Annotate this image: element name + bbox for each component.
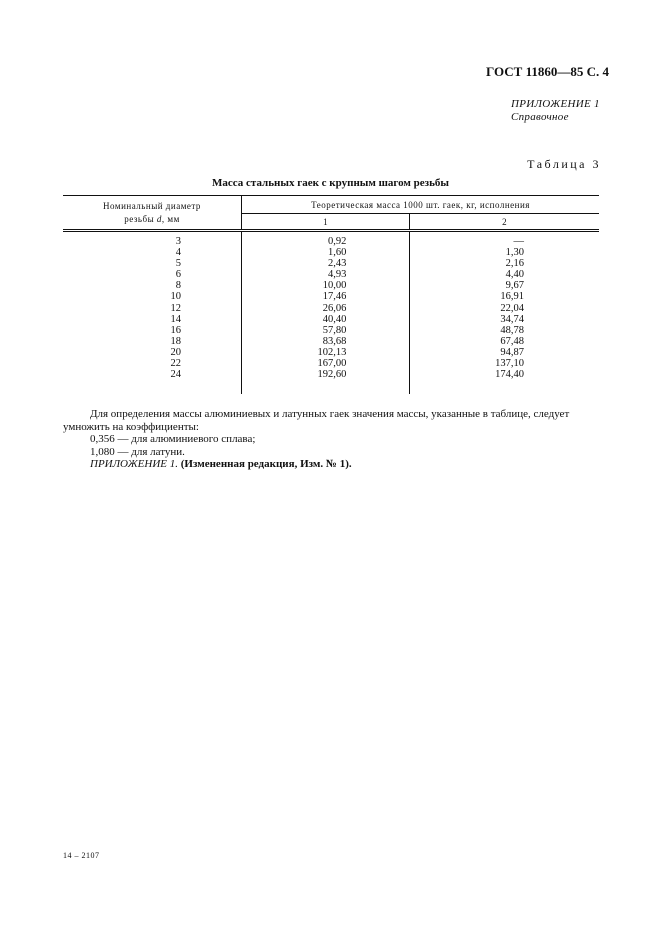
col-header-diameter <box>63 196 242 231</box>
cell-mass-variant-1: 57,80 <box>242 325 410 336</box>
cell-mass-variant-1: 26,06 <box>242 303 410 314</box>
appendix-block <box>511 98 600 124</box>
col-header-diameter-prefix: резьбы <box>124 213 157 224</box>
mass-table <box>63 195 599 394</box>
note-aluminium: 0,356 — для алюминиевого сплава; <box>90 433 256 445</box>
cell-diameter: 10 <box>63 291 242 302</box>
cell-mass-variant-2: 137,10 <box>495 358 524 370</box>
col-header-diameter-line2 <box>63 213 241 226</box>
note-amendment <box>63 458 603 471</box>
table-row <box>63 247 599 258</box>
cell-mass-variant-2: 2,16 <box>505 258 524 270</box>
table-row <box>63 314 599 325</box>
col-header-diameter-var: d <box>156 213 162 224</box>
table-row <box>63 369 599 394</box>
cell-mass-variant-1: 102,13 <box>242 347 410 358</box>
cell-diameter: 24 <box>63 369 242 394</box>
cell-mass-variant-1: 192,60 <box>242 369 410 394</box>
table-row <box>63 258 599 269</box>
cell-mass-variant-1: 1,60 <box>242 247 410 258</box>
note-paragraph: Для определения массы алюминиевых и латунных гаек значения массы, указанные в таблице, следует умножить на коэффициенты: <box>63 408 570 433</box>
col-header-mass: Теоретическая масса 1000 шт. гаек, кг, исполнения <box>242 196 600 214</box>
table-row <box>63 347 599 358</box>
cell-mass-variant-2: 4,40 <box>505 269 524 281</box>
cell-mass-variant-2: 48,78 <box>500 324 524 336</box>
table-row <box>63 325 599 336</box>
table-row <box>63 336 599 347</box>
table-body <box>63 231 599 395</box>
cell-diameter: 5 <box>63 258 242 269</box>
col-header-variant-2: 2 <box>410 214 599 231</box>
cell-diameter: 12 <box>63 303 242 314</box>
note-amendment-text: (Измененная редакция, Изм. № 1). <box>177 458 352 470</box>
table-row <box>63 269 599 280</box>
cell-mass-variant-1: 17,46 <box>242 291 410 302</box>
cell-diameter: 14 <box>63 314 242 325</box>
footer-code: 14 – 2107 <box>63 851 100 860</box>
appendix-subtitle: Справочное <box>511 111 569 123</box>
cell-mass-variant-2: 94,87 <box>500 346 524 358</box>
col-header-diameter-suffix: , мм <box>161 213 180 224</box>
cell-mass-variant-2: 67,48 <box>500 335 524 347</box>
notes-block <box>63 408 603 471</box>
table-row <box>63 291 599 302</box>
note-amendment-ref: ПРИЛОЖЕНИЕ 1. <box>90 458 178 470</box>
cell-mass-variant-2: — <box>513 236 524 247</box>
cell-diameter: 4 <box>63 247 242 258</box>
cell-mass-variant-1: 83,68 <box>242 336 410 347</box>
cell-mass-variant-1: 0,92 <box>242 231 410 248</box>
cell-mass-variant-1: 4,93 <box>242 269 410 280</box>
cell-diameter: 8 <box>63 280 242 291</box>
cell-mass-variant-2: 9,67 <box>505 280 524 292</box>
cell-diameter: 20 <box>63 347 242 358</box>
cell-mass-variant-1: 40,40 <box>242 314 410 325</box>
cell-mass-variant-2: 1,30 <box>505 247 524 259</box>
cell-diameter: 3 <box>63 231 242 248</box>
table-row <box>63 358 599 369</box>
standard-header: ГОСТ 11860—85 С. 4 <box>486 64 609 79</box>
appendix-title: ПРИЛОЖЕНИЕ 1 <box>511 98 600 110</box>
col-header-variant-1: 1 <box>242 214 410 231</box>
note-brass: 1,080 — для латуни. <box>90 445 185 458</box>
cell-mass-variant-1: 167,00 <box>242 358 410 369</box>
cell-mass-variant-1: 10,00 <box>242 280 410 291</box>
cell-mass-variant-1: 2,43 <box>242 258 410 269</box>
cell-diameter: 22 <box>63 358 242 369</box>
col-header-diameter-line1: Номинальный диаметр <box>103 200 201 211</box>
table-row <box>63 280 599 291</box>
cell-diameter: 18 <box>63 336 242 347</box>
cell-mass-variant-2: 34,74 <box>500 313 524 325</box>
table-title: Масса стальных гаек с крупным шагом резьбы <box>212 177 449 189</box>
cell-mass-variant-2: 22,04 <box>500 302 524 314</box>
cell-diameter: 16 <box>63 325 242 336</box>
table-row <box>63 231 599 248</box>
cell-mass-variant-2: 174,40 <box>495 369 524 381</box>
cell-diameter: 6 <box>63 269 242 280</box>
cell-mass-variant-2: 16,91 <box>500 291 524 303</box>
table-number: Таблица 3 <box>527 157 601 171</box>
table-row <box>63 303 599 314</box>
